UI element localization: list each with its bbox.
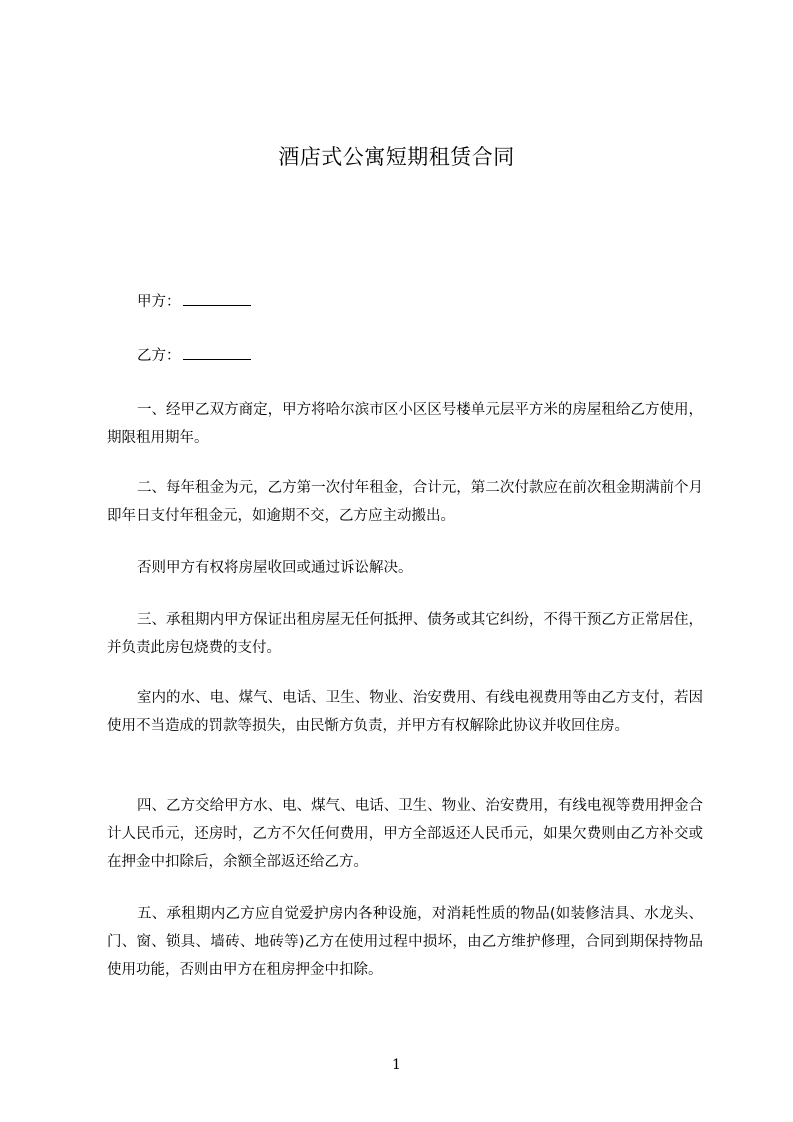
clause-2-paragraph: 二、每年租金为元，乙方第一次付年租金，合计元，第二次付款应在前次租金期满前个月即年日支付年租金元，如逾期不交，乙方应主动搬出。 [107, 480, 703, 524]
party-a-line [137, 291, 251, 312]
party-b-line [137, 345, 251, 366]
document-title: 酒店式公寓短期租赁合同 [278, 145, 515, 169]
party-b-label: 乙方： [137, 348, 181, 364]
clause-3-paragraph: 三、承租期内甲方保证出租房屋无任何抵押、债务或其它纠纷，不得干预乙方正常居住，并负责此房包烧费的支付。 [107, 612, 703, 656]
clause-2-note-paragraph: 否则甲方有权将房屋收回或通过诉讼解决。 [137, 560, 413, 576]
clause-3-fees-paragraph: 室内的水、电、煤气、电话、卫生、物业、治安费用、有线电视费用等由乙方支付，若因使用不当造成的罚款等损失，由民惭方负责，并甲方有权解除此协议并收回住房。 [107, 690, 703, 734]
page-number: 1 [392, 1057, 401, 1073]
party-b-blank [183, 345, 251, 360]
clause-4-paragraph: 四、乙方交给甲方水、电、煤气、电话、卫生、物业、治安费用，有线电视等费用押金合计人民币元，还房时，乙方不欠任何费用，甲方全部返还人民币元，如果欠费则由乙方补交或在押金中扣除后，余额全部返还给乙方。 [107, 798, 703, 870]
party-a-blank [183, 291, 251, 306]
party-a-label: 甲方： [137, 294, 181, 310]
clause-5-paragraph: 五、承租期内乙方应自觉爱护房内各种设施，对消耗性质的物品(如装修洁具、水龙头、门、窗、锁具、墙砖、地砖等)乙方在使用过程中损坏，由乙方维护修理，合同到期保持物品使用功能，否则由甲方在租房押金中扣除。 [107, 906, 703, 978]
clause-1-paragraph: 一、经甲乙双方商定，甲方将哈尔滨市区小区区号楼单元层平方米的房屋租给乙方使用，期限租用期年。 [107, 402, 703, 446]
